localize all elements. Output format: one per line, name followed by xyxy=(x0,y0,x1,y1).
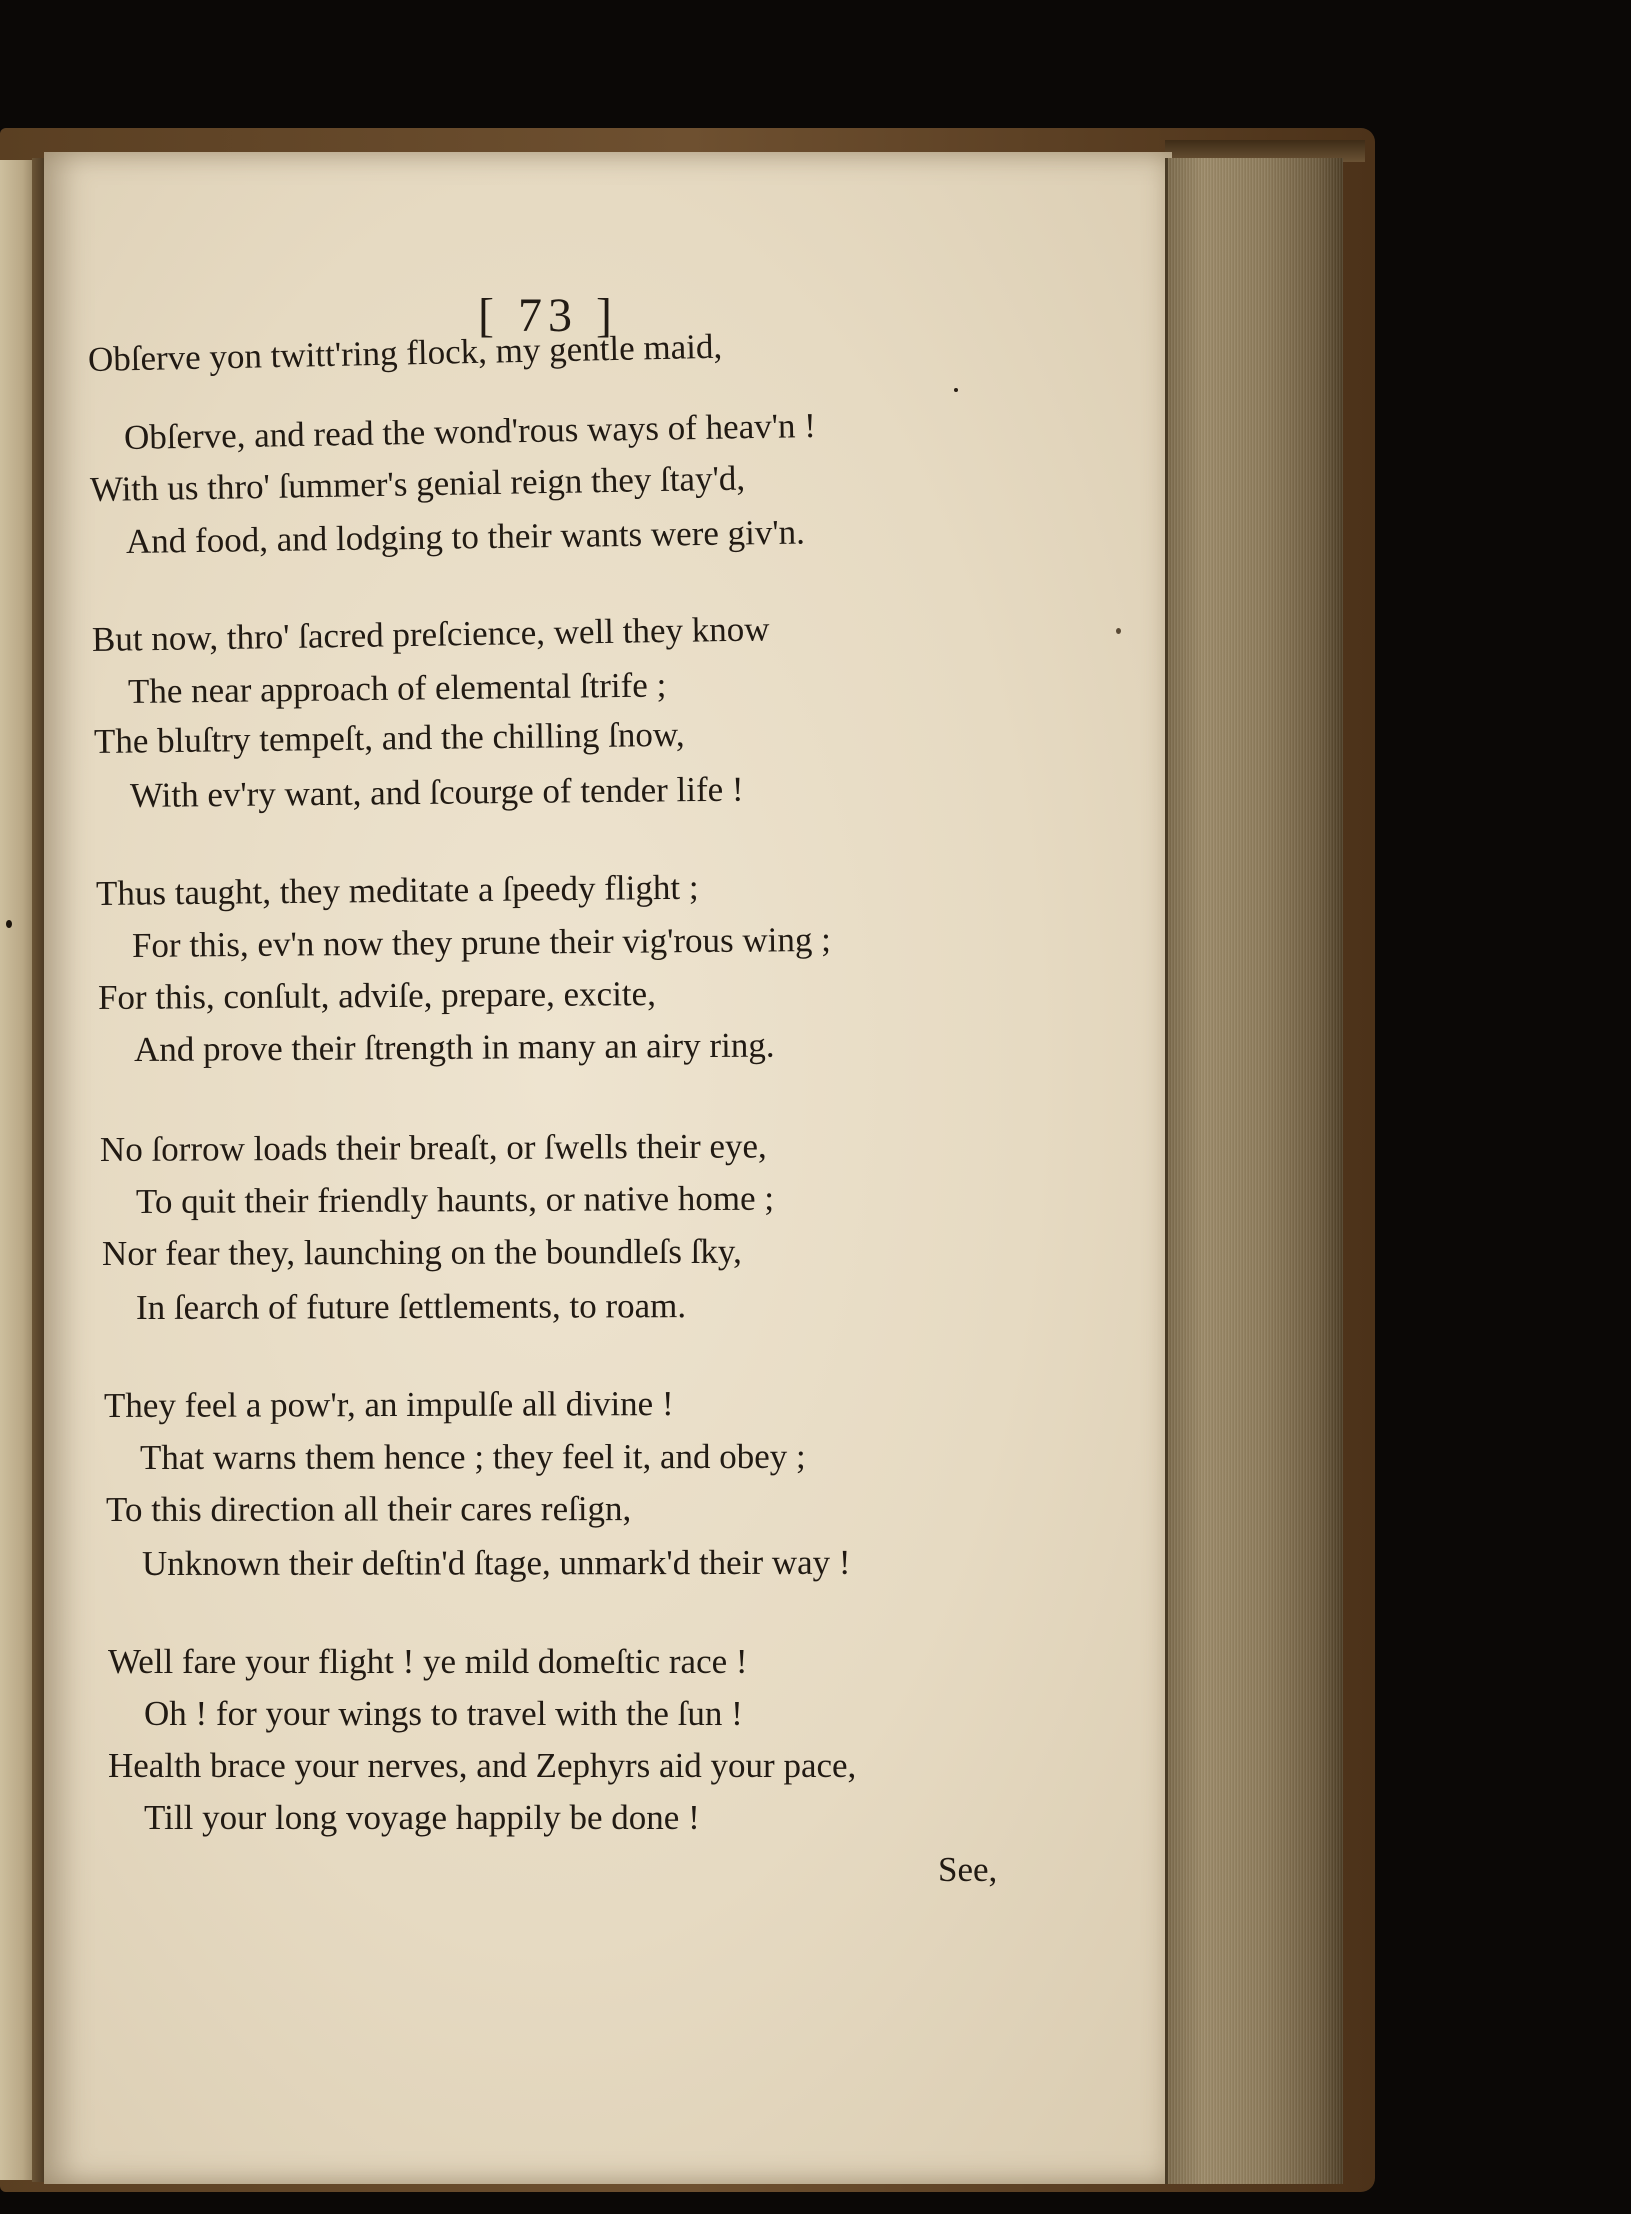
poem-line: To this direction all their cares reſign, xyxy=(105,1489,632,1529)
poem-line: The near approach of elemental ſtrife ; xyxy=(127,665,667,711)
poem-line: And prove their ſtrength in many an airy ring. xyxy=(133,1025,775,1069)
poem-line: With ev'ry want, and ſcourge of tender life ! xyxy=(129,769,744,815)
poem-line: And food, and lodging to their wants were giv'n. xyxy=(125,512,806,561)
poem-line: Health brace your nerves, and Zephyrs aid your pace, xyxy=(108,1746,857,1785)
poem-line: With us thro' ſummer's genial reign they ſtay'd, xyxy=(89,458,746,509)
poem-line: Till your long voyage happily be done ! xyxy=(144,1798,700,1837)
poem-line: In ſearch of future ſettlements, to roam. xyxy=(135,1286,687,1327)
poem-line: Obſerve, and read the wond'rous ways of heav'n ! xyxy=(123,405,817,457)
poem-line: For this, ev'n now they prune their vig'rous wing ; xyxy=(131,919,832,965)
catchword: See, xyxy=(938,1850,998,1889)
poem-line: Thus taught, they meditate a ſpeedy flight ; xyxy=(95,867,699,913)
poem-line: That warns them hence ; they feel it, and obey ; xyxy=(139,1436,806,1477)
poem-line: No ſorrow loads their breaſt, or ſwells their eye, xyxy=(99,1126,767,1169)
paper-speck xyxy=(954,388,958,392)
poem-line: Oh ! for your wings to travel with the ſun ! xyxy=(144,1694,743,1733)
poem-line: Obſerve yon twitt'ring flock, my gentle maid, xyxy=(87,326,723,379)
poem-line: For this, conſult, adviſe, prepare, excite, xyxy=(97,974,657,1017)
poem-line: Well fare your flight ! ye mild domeſtic race ! xyxy=(108,1642,748,1681)
paper-speck xyxy=(1116,628,1121,634)
page-number: [ 73 ] xyxy=(478,289,618,342)
poem-line: They feel a pow'r, an impulſe all divine ! xyxy=(103,1384,674,1425)
poem-line: To quit their friendly haunts, or native home ; xyxy=(135,1178,775,1221)
paper-speck xyxy=(6,920,12,928)
poem-line: Unknown their deſtin'd ſtage, unmark'd their way ! xyxy=(141,1542,851,1583)
poem-line: Nor fear they, launching on the boundleſs ſky, xyxy=(101,1231,742,1273)
poem-line: But now, thro' ſacred preſcience, well they know xyxy=(91,609,770,659)
poem-line: The bluſtry tempeſt, and the chilling ſnow, xyxy=(93,714,685,761)
